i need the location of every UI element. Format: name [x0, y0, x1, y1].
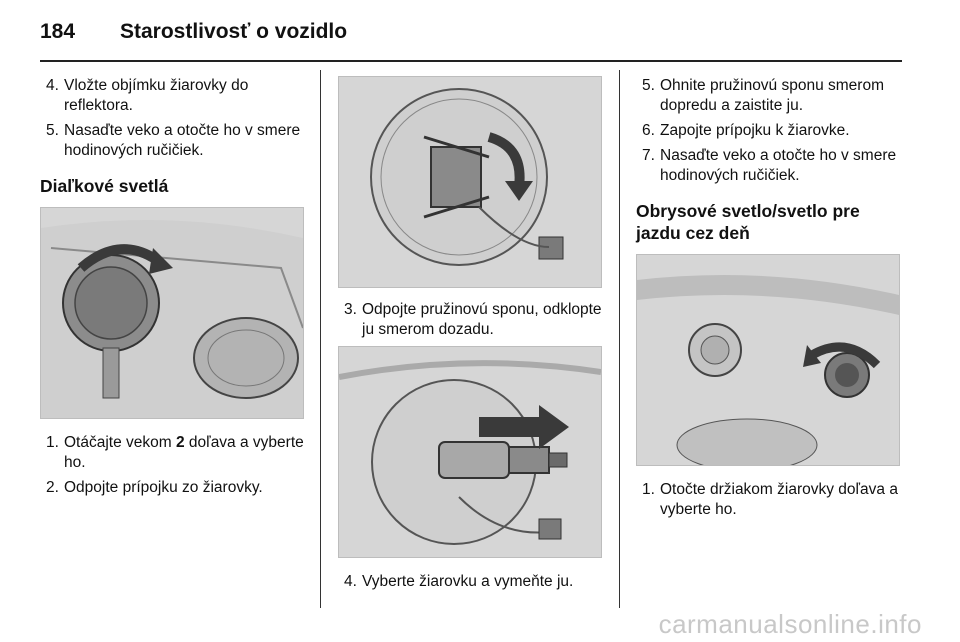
step-text: Vložte objímku žiarovky do reflektora. — [64, 77, 249, 114]
steps-list-bottom — [636, 480, 902, 520]
figure-high-beam-cap — [40, 207, 304, 419]
step-number: 3. — [344, 301, 357, 318]
steps-list-step3 — [338, 300, 602, 340]
column-3 — [636, 76, 902, 525]
step-number: 6. — [642, 122, 655, 139]
list-item — [636, 146, 902, 186]
high-beam-cap-illustration — [41, 208, 303, 418]
list-item — [636, 76, 902, 116]
page-number: 184 — [40, 20, 76, 43]
bulb-removal-illustration — [339, 347, 601, 557]
step-number: 4. — [46, 77, 59, 94]
section-heading-high-beam: Diaľkové svetlá — [40, 176, 169, 196]
steps-list-bottom — [40, 433, 304, 498]
step-bold-ref: 2 — [176, 434, 185, 451]
steps-list-top — [636, 76, 902, 186]
step-text-before: Otáčajte vekom — [64, 434, 176, 451]
steps-list-step4 — [338, 572, 602, 592]
step-number: 2. — [46, 479, 59, 496]
column-1 — [40, 76, 304, 503]
chapter-title: Starostlivosť o vozidlo — [120, 20, 348, 43]
step-text: Nasaďte veko a otočte ho v smere hodinových ručičiek. — [660, 147, 897, 184]
list-item — [338, 300, 602, 340]
header-rule — [40, 60, 902, 62]
step-text: Otočte držiakom žiarovky doľava a vyberte ho. — [660, 481, 898, 518]
watermark: carmanualsonline.info — [658, 609, 922, 639]
figure-spring-clip — [338, 76, 602, 288]
step-text: Odpojte pružinovú sponu, odklopte ju smerom dozadu. — [362, 301, 602, 338]
step-text: Vyberte žiarovku a vymeňte ju. — [362, 573, 574, 590]
list-item — [40, 433, 304, 473]
figure-bulb-removal — [338, 346, 602, 558]
step-text: Nasaďte veko a otočte ho v smere hodinových ručičiek. — [64, 122, 301, 159]
figure-position-light — [636, 254, 900, 466]
position-light-illustration — [637, 255, 899, 465]
step-number: 1. — [46, 434, 59, 451]
list-item — [636, 121, 902, 141]
step-number: 5. — [642, 77, 655, 94]
list-item — [40, 121, 304, 161]
column-divider-2 — [619, 70, 620, 608]
step-text-after: doľava a vyberte ho. — [64, 434, 304, 471]
column-2 — [338, 76, 602, 597]
spring-clip-illustration — [339, 77, 601, 287]
list-item — [40, 478, 304, 498]
list-item — [40, 76, 304, 116]
list-item — [636, 480, 902, 520]
step-number: 5. — [46, 122, 59, 139]
column-divider-1 — [320, 70, 321, 608]
step-number: 4. — [344, 573, 357, 590]
step-text: Odpojte prípojku zo žiarovky. — [64, 479, 263, 496]
step-text: Ohnite pružinovú sponu smerom dopredu a zaistite ju. — [660, 77, 885, 114]
section-heading-position-light: Obrysové svetlo/svetlo pre jazdu cez deň — [636, 201, 860, 243]
page-header — [40, 16, 900, 52]
steps-list-top — [40, 76, 304, 161]
step-number: 1. — [642, 481, 655, 498]
step-text: Zapojte prípojku k žiarovke. — [660, 122, 850, 139]
list-item — [338, 572, 602, 592]
step-number: 7. — [642, 147, 655, 164]
